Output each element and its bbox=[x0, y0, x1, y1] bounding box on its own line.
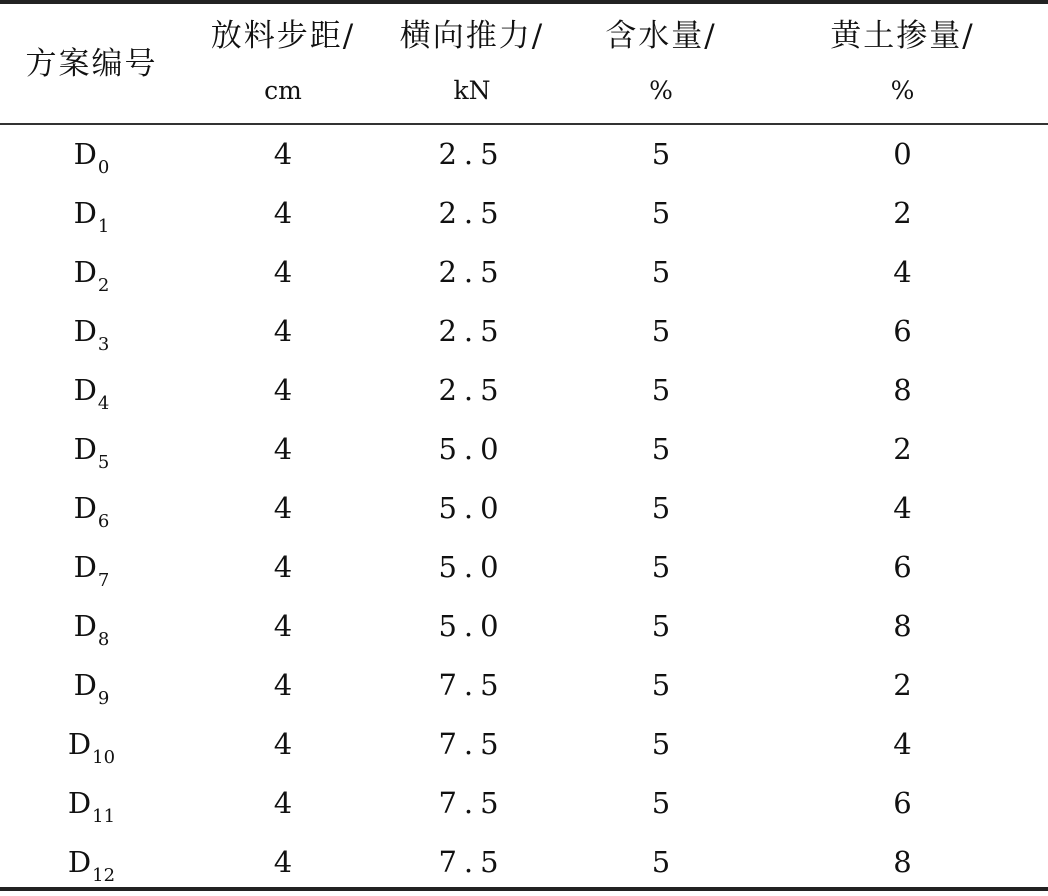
table-row bbox=[0, 125, 1048, 184]
scheme-id-letter: D bbox=[73, 137, 97, 171]
header-thrust-label: 横向推力/ bbox=[399, 18, 545, 54]
thrust-cell: 5.0 bbox=[438, 432, 506, 466]
scheme-id-cell bbox=[0, 538, 183, 597]
step-cell: 4 bbox=[273, 845, 293, 879]
header-loess bbox=[761, 4, 1044, 123]
scheme-id-subscript: 11 bbox=[92, 806, 116, 827]
header-loess-label: 黄土掺量/ bbox=[830, 18, 975, 54]
thrust-cell: 2.5 bbox=[438, 255, 506, 289]
loess-cell: 8 bbox=[893, 609, 912, 643]
step-cell: 4 bbox=[273, 196, 293, 230]
thrust-cell: 7.5 bbox=[438, 845, 506, 879]
scheme-id-subscript: 6 bbox=[97, 511, 110, 532]
step-cell: 4 bbox=[273, 314, 293, 348]
header-loess-unit: % bbox=[890, 76, 915, 105]
water-cell: 5 bbox=[651, 609, 671, 643]
scheme-id-letter: D bbox=[67, 727, 92, 761]
table-row bbox=[0, 184, 1048, 243]
scheme-id-letter: D bbox=[73, 373, 97, 407]
thrust-cell: 2.5 bbox=[438, 196, 506, 230]
scheme-id-subscript: 7 bbox=[97, 570, 110, 591]
scheme-id-letter: D bbox=[67, 845, 92, 879]
loess-cell: 6 bbox=[893, 314, 912, 348]
loess-cell: 6 bbox=[893, 786, 912, 820]
water-cell: 5 bbox=[651, 786, 671, 820]
bottom-rule bbox=[0, 887, 1048, 891]
thrust-cell: 2.5 bbox=[438, 373, 506, 407]
header-thrust bbox=[383, 4, 561, 123]
scheme-id-subscript: 1 bbox=[97, 216, 110, 237]
table-row bbox=[0, 302, 1048, 361]
scheme-id-subscript: 2 bbox=[97, 275, 110, 296]
thrust-cell: 7.5 bbox=[438, 727, 506, 761]
scheme-id-letter: D bbox=[73, 550, 97, 584]
scheme-id-subscript: 12 bbox=[92, 865, 116, 886]
thrust-cell: 5.0 bbox=[438, 609, 506, 643]
step-cell: 4 bbox=[273, 255, 293, 289]
scheme-id-letter: D bbox=[73, 432, 97, 466]
scheme-id-cell bbox=[0, 243, 183, 302]
loess-cell: 4 bbox=[893, 491, 912, 525]
loess-cell: 6 bbox=[893, 550, 912, 584]
scheme-id-cell bbox=[0, 833, 183, 892]
thrust-cell: 5.0 bbox=[438, 550, 506, 584]
loess-cell: 4 bbox=[893, 255, 912, 289]
table-row bbox=[0, 479, 1048, 538]
water-cell: 5 bbox=[651, 550, 671, 584]
scheme-id-letter: D bbox=[73, 314, 97, 348]
scheme-id-cell bbox=[0, 715, 183, 774]
loess-cell: 4 bbox=[893, 727, 912, 761]
scheme-id-cell bbox=[0, 656, 183, 715]
header-step-label: 放料步距/ bbox=[210, 18, 356, 54]
step-cell: 4 bbox=[273, 727, 293, 761]
thrust-cell: 5.0 bbox=[438, 491, 506, 525]
scheme-id-letter: D bbox=[73, 609, 97, 643]
loess-cell: 2 bbox=[893, 668, 912, 702]
scheme-id-letter: D bbox=[67, 786, 92, 820]
scheme-id-cell bbox=[0, 184, 183, 243]
scheme-id-letter: D bbox=[73, 491, 97, 525]
scheme-id-letter: D bbox=[73, 196, 97, 230]
water-cell: 5 bbox=[651, 668, 671, 702]
table-row bbox=[0, 774, 1048, 833]
scheme-id-cell bbox=[0, 774, 183, 833]
step-cell: 4 bbox=[273, 491, 293, 525]
loess-cell: 0 bbox=[893, 137, 912, 171]
step-cell: 4 bbox=[273, 432, 293, 466]
water-cell: 5 bbox=[651, 196, 671, 230]
water-cell: 5 bbox=[651, 137, 671, 171]
scheme-id-subscript: 10 bbox=[92, 747, 116, 768]
water-cell: 5 bbox=[651, 373, 671, 407]
loess-cell: 8 bbox=[893, 373, 912, 407]
water-cell: 5 bbox=[651, 845, 671, 879]
loess-cell: 2 bbox=[893, 196, 912, 230]
scheme-id-cell bbox=[0, 597, 183, 656]
scheme-id-cell bbox=[0, 361, 183, 420]
table-row bbox=[0, 597, 1048, 656]
header-step-unit: cm bbox=[264, 76, 302, 105]
water-cell: 5 bbox=[651, 491, 671, 525]
table-row bbox=[0, 833, 1048, 892]
step-cell: 4 bbox=[273, 373, 293, 407]
table-row bbox=[0, 715, 1048, 774]
scheme-id-subscript: 5 bbox=[97, 452, 110, 473]
header-water-unit: % bbox=[649, 76, 673, 105]
table-row bbox=[0, 538, 1048, 597]
table-row bbox=[0, 656, 1048, 715]
header-step bbox=[183, 4, 383, 123]
header-water bbox=[561, 4, 761, 123]
table-row bbox=[0, 361, 1048, 420]
loess-cell: 8 bbox=[893, 845, 912, 879]
header-water-label: 含水量/ bbox=[605, 18, 717, 54]
loess-cell: 2 bbox=[893, 432, 912, 466]
scheme-id-subscript: 8 bbox=[97, 629, 110, 650]
header-scheme-id-label: 方案编号 bbox=[25, 46, 158, 82]
scheme-id-cell bbox=[0, 302, 183, 361]
thrust-cell: 7.5 bbox=[438, 786, 506, 820]
water-cell: 5 bbox=[651, 314, 671, 348]
header-thrust-unit: kN bbox=[453, 76, 491, 105]
step-cell: 4 bbox=[273, 137, 293, 171]
scheme-id-cell bbox=[0, 479, 183, 538]
water-cell: 5 bbox=[651, 727, 671, 761]
scheme-id-cell bbox=[0, 125, 183, 184]
scheme-id-subscript: 3 bbox=[97, 334, 110, 355]
water-cell: 5 bbox=[651, 255, 671, 289]
thrust-cell: 2.5 bbox=[438, 314, 506, 348]
scheme-id-cell bbox=[0, 420, 183, 479]
step-cell: 4 bbox=[273, 550, 293, 584]
scheme-id-letter: D bbox=[73, 668, 97, 702]
thrust-cell: 7.5 bbox=[438, 668, 506, 702]
scheme-id-subscript: 0 bbox=[97, 157, 110, 178]
scheme-id-subscript: 4 bbox=[97, 393, 110, 414]
step-cell: 4 bbox=[273, 668, 293, 702]
step-cell: 4 bbox=[273, 609, 293, 643]
thrust-cell: 2.5 bbox=[438, 137, 506, 171]
step-cell: 4 bbox=[273, 786, 293, 820]
scheme-id-letter: D bbox=[73, 255, 97, 289]
table-row bbox=[0, 243, 1048, 302]
header-scheme-id bbox=[0, 4, 183, 123]
table-row bbox=[0, 420, 1048, 479]
scheme-id-subscript: 9 bbox=[97, 688, 110, 709]
table-header bbox=[0, 4, 1048, 123]
water-cell: 5 bbox=[651, 432, 671, 466]
